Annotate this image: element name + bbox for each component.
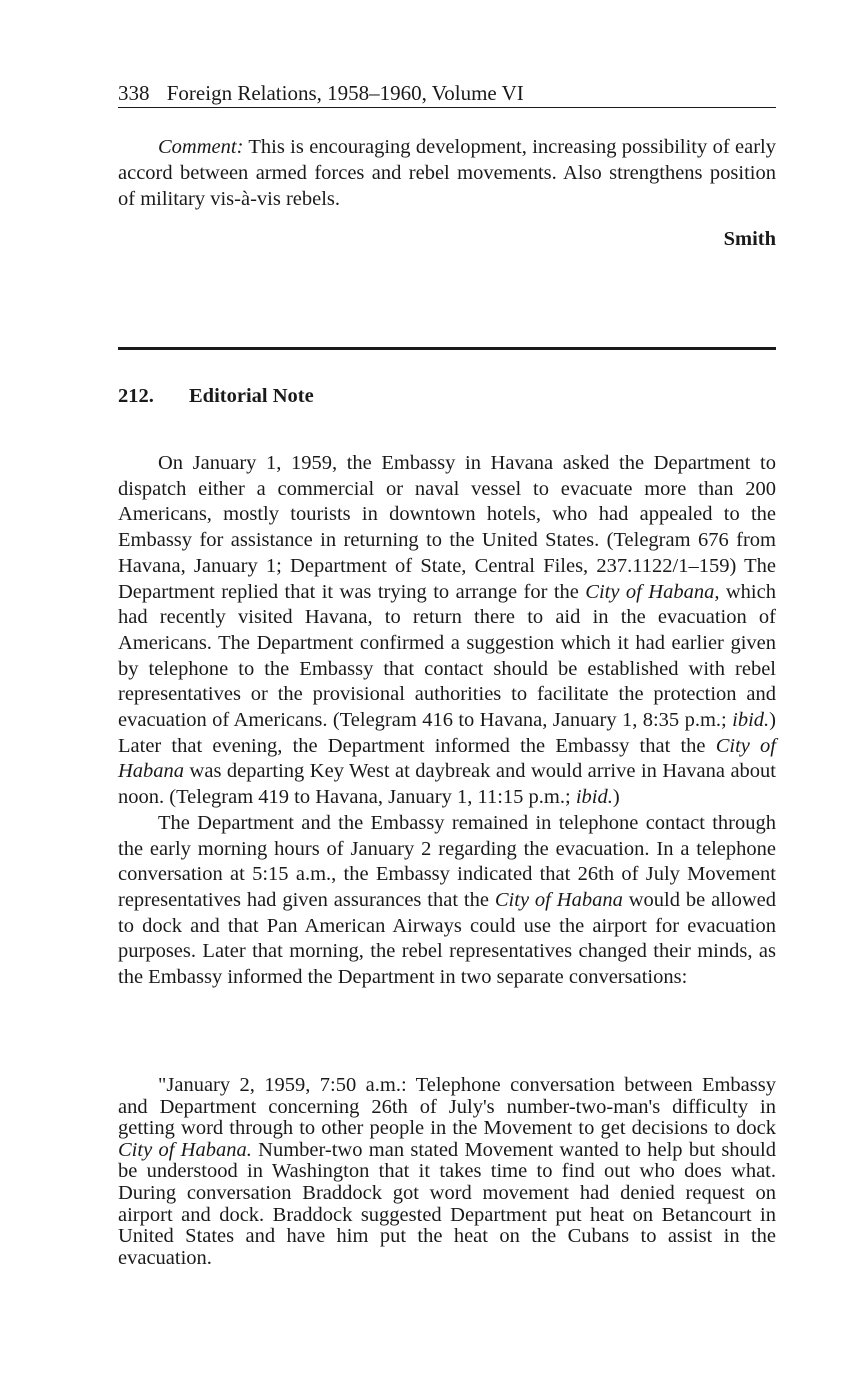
document-heading xyxy=(118,383,776,409)
volume-title: Foreign Relations, 1958–1960, Volume VI xyxy=(166,81,524,105)
comment-label: Comment: xyxy=(158,136,244,158)
page-number: 338 xyxy=(118,81,150,105)
p1-text-3: ) Later that evening, the Department informed the Embassy that the xyxy=(118,709,776,757)
document-number: 212. xyxy=(118,385,154,407)
document-title: Editorial Note xyxy=(189,385,314,407)
ship-name: City of Habana. xyxy=(118,1138,252,1161)
comment-text: This is encouraging development, increasing possibility of early accord between armed forces and rebel movements. Also strengthens position of military vis-à-vis rebels. xyxy=(118,136,776,210)
p1-text-4: was departing Key West at daybreak and would arrive in Havana about noon. (Telegram 419 to Havana, January 1, 11:15 p.m.; xyxy=(118,760,776,809)
ibid-reference: ibid. xyxy=(575,786,613,809)
p1-text-1: On January 1, 1959, the Embassy in Havana asked the Department to dispatch either a commercial or naval vessel to evacuate more than 200 Americans, mostly tourists in downtown hotels, who had appealed to the Embassy for assistance in returning to the United States. (Telegram 676 from Havana, January 1; Department of State, Central Files, 237.1122/1–159) The Department replied that it was trying to arrange for the xyxy=(118,452,776,603)
p1-text-2: which had recently visited Havana, to return there to aid in the evacuation of Americans. The Department confirmed a suggestion which it had earlier given by telephone to the Embassy that contact should be established with rebel representatives or the provisional authorities to facilitate the protection and evacuation of Americans. (Telegram 416 to Havana, January 1, 8:35 p.m.; xyxy=(118,580,776,732)
ship-name: City of Habana, xyxy=(585,580,720,603)
editorial-note-body xyxy=(118,451,776,991)
p1-text-5: ) xyxy=(612,786,620,809)
p2-text-1: The Department and the Embassy remained in telephone contact through the early morning hours of January 2 regarding the evacuation. In a telephone conversation at 5:15 a.m., the Embassy indicated that 26th of July Movement representatives had given assurances that the xyxy=(118,811,776,911)
p2-text-2: would be allowed to dock and that Pan American Airways could use the airport for evacuation purposes. Later that morning, the rebel representatives changed their minds, as the Embassy informed the Department in two separate conversations: xyxy=(118,888,776,989)
running-header xyxy=(118,80,776,108)
comment-paragraph xyxy=(118,134,776,212)
paragraph-2 xyxy=(118,811,776,991)
quote-text-1: "January 2, 1959, 7:50 a.m.: Telephone conversation between Embassy and Department concerning 26th of July's number-two-man's difficulty in getting word through to other people in the Movement to get decisions to dock xyxy=(118,1074,776,1140)
quoted-telegram xyxy=(118,1075,776,1269)
ship-name: City of Habana xyxy=(118,734,777,783)
quote-text-2: Number-two man stated Movement wanted to help but should be understood in Washington that it takes time to find out who does what. During conversation Braddock got word movement had denied request on airport and dock. Braddock suggested Department put heat on Betancourt in United States and have him put the heat on the Cubans to assist in the evacuation. xyxy=(118,1138,776,1269)
signature: Smith xyxy=(723,228,776,250)
ship-name: City of Habana xyxy=(494,888,623,911)
paragraph-1 xyxy=(118,451,776,811)
ibid-reference: ibid. xyxy=(732,709,770,732)
section-divider xyxy=(118,347,776,350)
